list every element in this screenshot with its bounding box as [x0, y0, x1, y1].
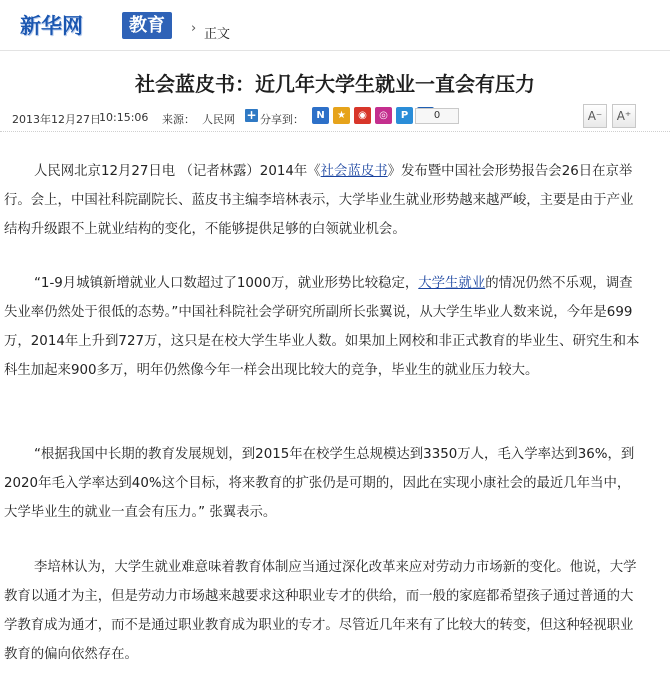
link-graduate-employment[interactable]: 大学生就业 — [418, 276, 486, 291]
paragraph-2 — [4, 269, 640, 385]
font-smaller-button[interactable]: A⁻ — [583, 104, 607, 128]
share-star-icon[interactable]: ★ — [333, 107, 350, 124]
link-social-bluebook[interactable]: 社会蓝皮书 — [320, 164, 388, 179]
article-info-bar — [0, 104, 670, 132]
share-weibo-icon[interactable]: ◉ — [354, 107, 371, 124]
channel-education-link[interactable]: 教育 — [122, 12, 172, 39]
share-sphere-icon[interactable]: ◎ — [375, 107, 392, 124]
paragraph-4: 李培林认为，大学生就业难意味着教育体制应当通过深化改革来应对劳动力市场新的变化。他说，大学教育以通才为主，但是劳动力市场越来越要求这种职业专才的供给，而一般的家庭都希望孩子通过普通的大学教育成为通才，而不是通过职业教育成为职业的专才。尽管近几年来有了比较大的转变，但这种轻视职业教育的偏向依然存在。 — [4, 560, 637, 662]
paragraph-1-text-b: 》发布暨中国社会形势报告会26日在京举行。会上，中国社科院副院长、蓝皮书主编李培林表示，大学毕业生就业形势越来越严峻，主要是由于产业结构升级跟不上就业结构的变化，不能够提供足够的白领就业机会。 — [4, 164, 634, 237]
share-n-icon[interactable]: N — [312, 107, 329, 124]
paragraph-3: “根据我国中长期的教育发展规划，到2015年在校学生总规模达到3350万人，毛入学率达到36%，到2020年毛入学率达到40%这个目标，将来教育的扩张仍是可期的，因此在实现小康社会的最近几年当中，大学毕业生的就业一直会有压力。” 张翼表示。 — [4, 447, 635, 520]
xinhua-logo[interactable]: 新华网 — [20, 14, 83, 38]
source-label: 来源： — [162, 113, 195, 126]
source-name[interactable]: 人民网 — [202, 113, 235, 126]
paragraph-1-text-a: 人民网北京12月27日电 （记者林露）2014年《 — [34, 164, 321, 179]
article-title: 社会蓝皮书：近几年大学生就业一直会有压力 — [135, 72, 535, 96]
breadcrumb-current: 正文 — [204, 27, 231, 42]
share-label: 分享到： — [260, 113, 304, 126]
site-header — [0, 0, 670, 51]
share-plus-icon[interactable]: + — [246, 108, 257, 122]
share-p-icon[interactable]: P — [396, 107, 413, 124]
paragraph-2-text-a: “1-9月城镇新增就业人口数超过了1000万，就业形势比较稳定， — [34, 276, 419, 291]
paragraph-2-text-b: 的情况仍然不乐观，调查失业率仍然处于很低的态势。”中国社科院社会学研究所副所长张翼说，从大学生毕业人数来说，今年是699万，2014年上升到727万，这只是在校大学生毕业人数。如果加上网校和非正式教育的毕业生、研究生和本科生加起来900多万，明年仍然像今年一样会出现比较大的竞争，毕业生的就业压力较大。 — [4, 276, 640, 378]
share-count: 0 — [415, 108, 459, 124]
publish-date: 2013年12月27日 — [12, 113, 101, 126]
breadcrumb-arrow-icon: › — [191, 21, 197, 36]
font-larger-button[interactable]: A⁺ — [612, 104, 636, 128]
paragraph-1 — [4, 157, 640, 244]
publish-time: 10:15:06 — [99, 111, 149, 124]
